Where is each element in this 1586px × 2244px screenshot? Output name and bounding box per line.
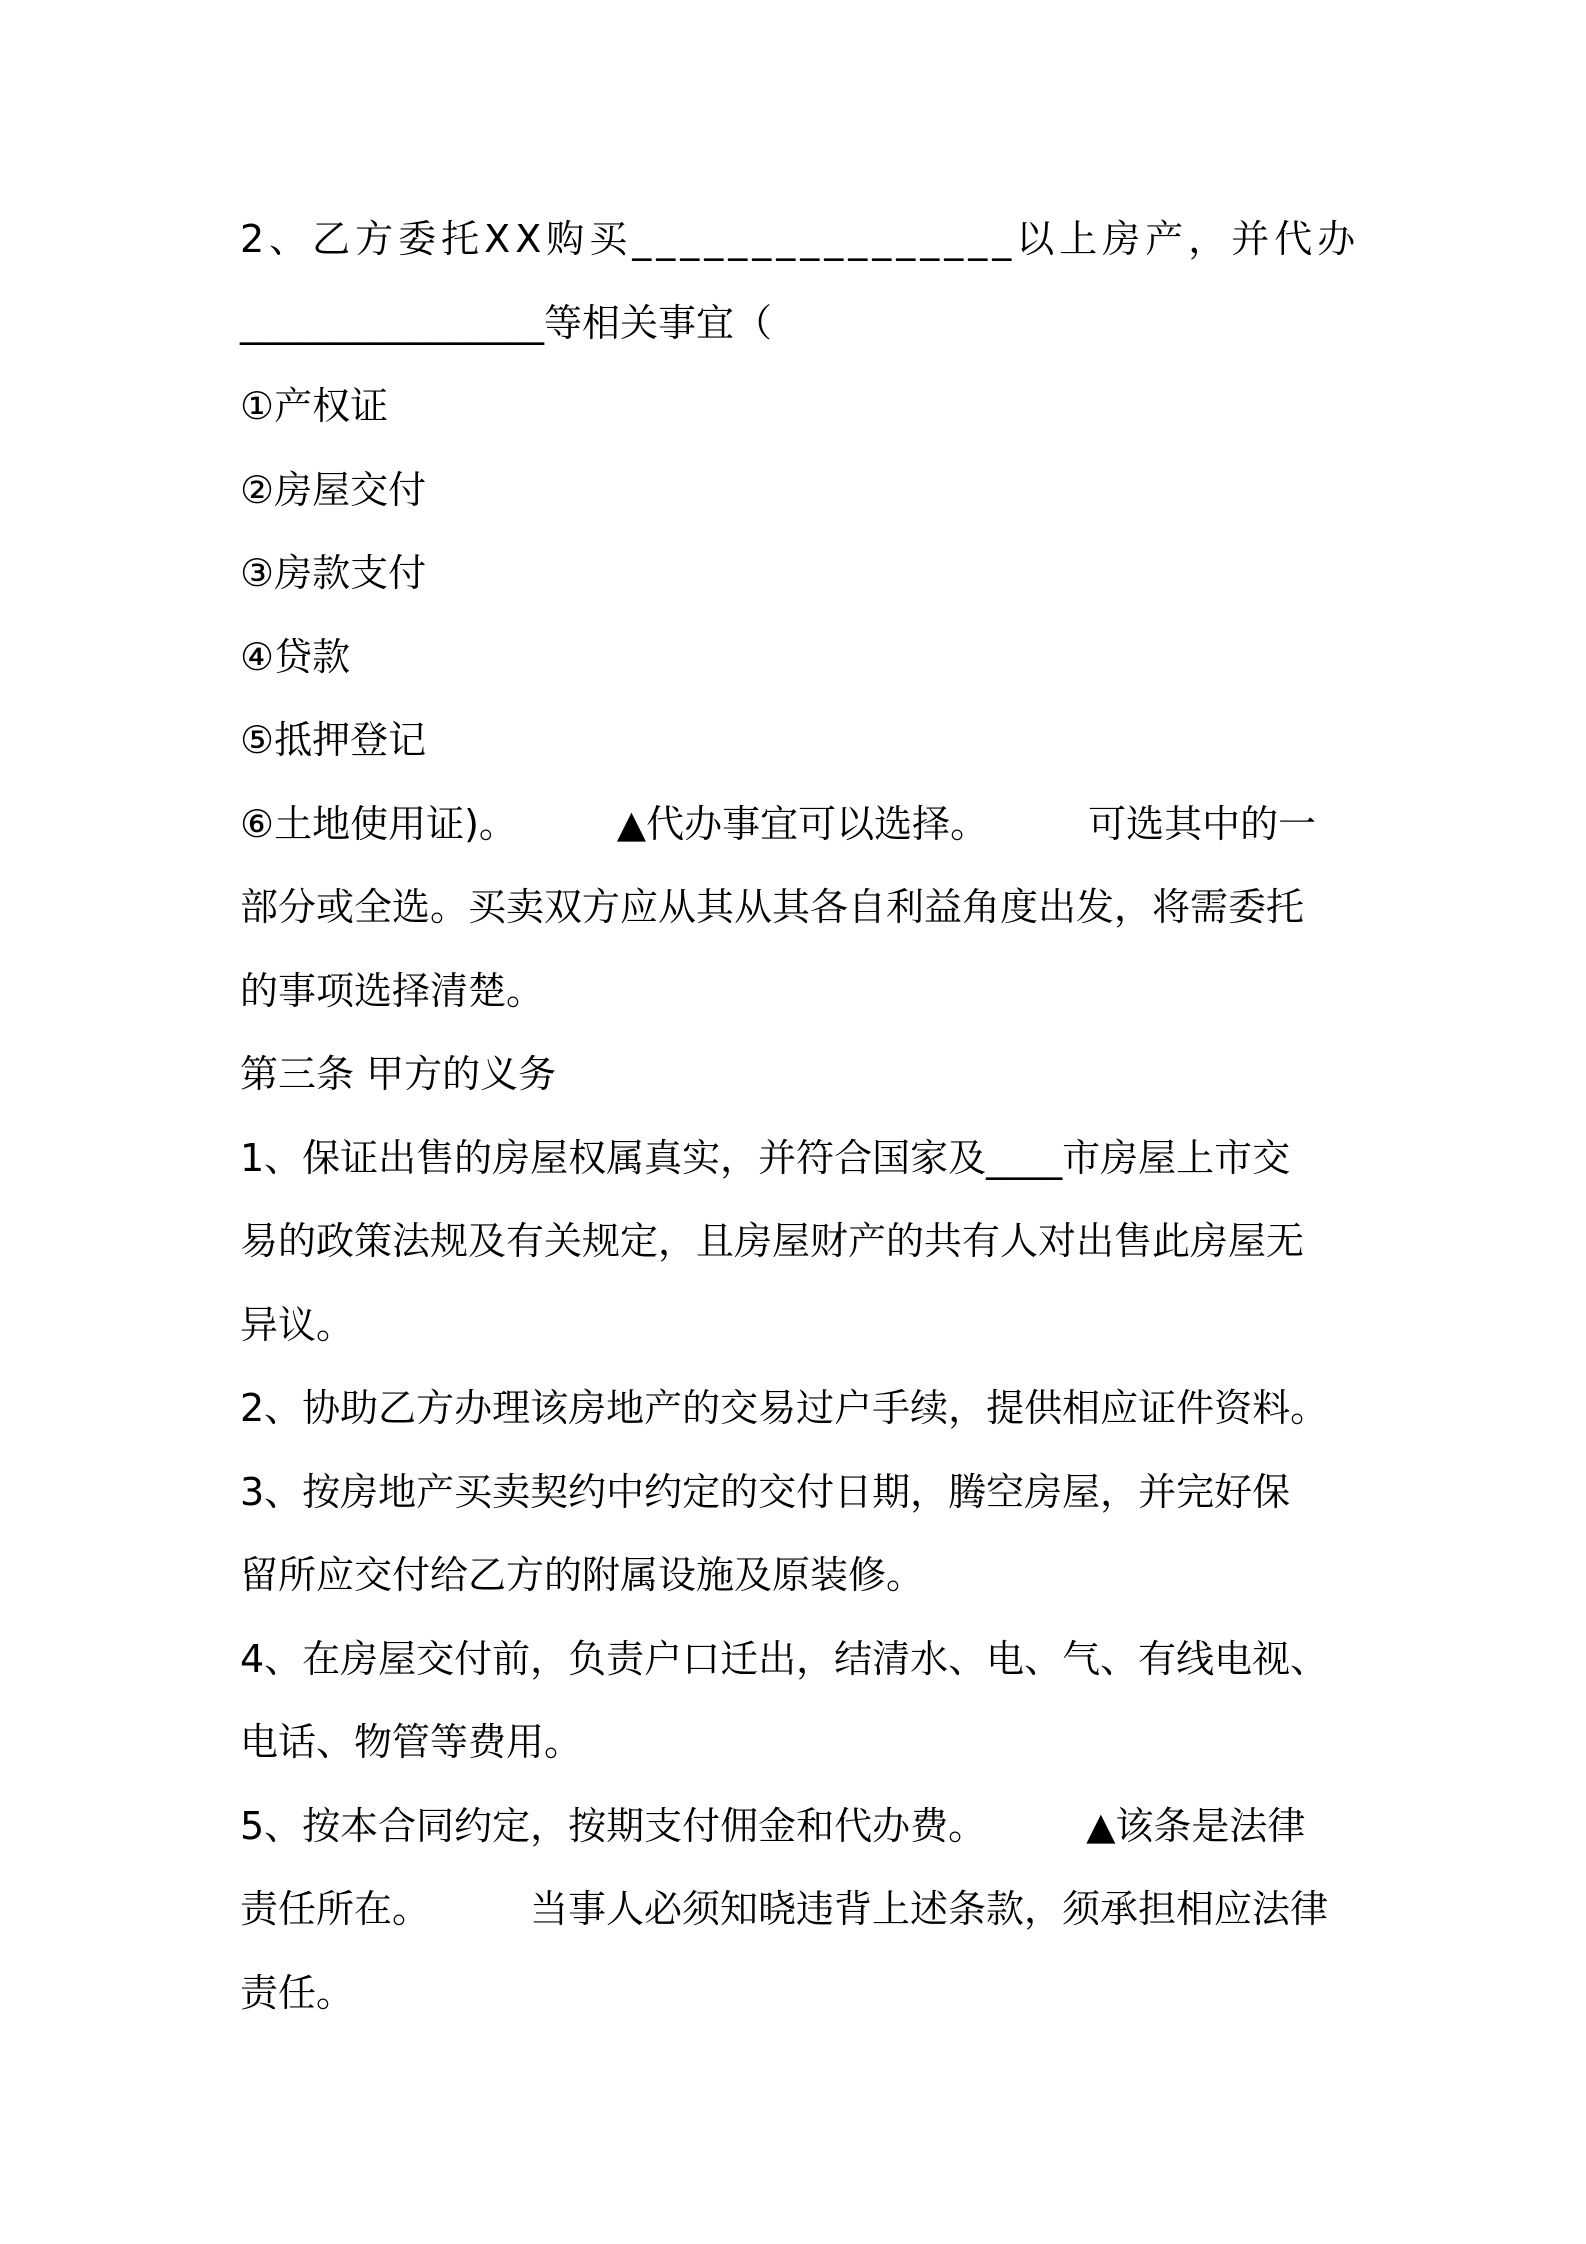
document-body [240, 198, 1370, 2035]
note-line-3: 的事项选择清楚。 [240, 968, 545, 1013]
duty-4-line-1: 4、在房屋交付前，负责户口迁出，结清水、电、气、有线电视、 [240, 1636, 1329, 1681]
duty-3-line-2: 留所应交付给乙方的附属设施及原装修。 [240, 1553, 925, 1597]
article-3-heading: 第三条 甲方的义务 [240, 1052, 557, 1096]
option-land-certificate-line [240, 783, 1370, 867]
note-party-must-know: 当事人必须知晓违背上述条款，须承担相应法律 [530, 1887, 1329, 1931]
duty-4-line-2: 电话、物管等费用。 [240, 1720, 583, 1764]
note-legal-liability: ▲该条是法律 [1086, 1803, 1306, 1848]
option-payment: ③房款支付 [240, 551, 427, 595]
option-mortgage-registration: ⑤抵押登记 [240, 718, 427, 762]
duty-1-line-3: 异议。 [240, 1302, 355, 1347]
option-land-certificate: ⑥土地使用证)。 [240, 801, 517, 846]
note-optional-agency: ▲代办事宜可以选择。 [616, 801, 989, 846]
duty-5-line-3: 责任。 [240, 1970, 355, 2015]
note-liability-text: 责任所在。 [240, 1887, 431, 1931]
option-property-certificate: ①产权证 [240, 384, 389, 428]
duty-2: 2、协助乙方办理该房地产的交易过户手续，提供相应证件资料。 [240, 1386, 1329, 1430]
duty-5-text: 5、按本合同约定，按期支付佣金和代办费。 [240, 1803, 987, 1848]
duty-5-line-1 [240, 1785, 1370, 1869]
option-house-delivery: ②房屋交付 [240, 467, 427, 512]
clause-2-line-2: ________________等相关事宜（ [240, 300, 773, 345]
option-loan: ④贷款 [240, 634, 351, 679]
clause-2-line-1: 2、乙方委托XX购买________________以上房产，并代办 [240, 217, 1361, 261]
duty-1-line-2: 易的政策法规及有关规定，且房屋财产的共有人对出售此房屋无 [240, 1219, 1305, 1263]
note-line-2: 部分或全选。买卖双方应从其从其各自利益角度出发，将需委托 [240, 885, 1305, 929]
duty-1-line-1: 1、保证出售的房屋权属真实，并符合国家及____市房屋上市交 [240, 1135, 1291, 1180]
note-select-some: 可选其中的一 [1088, 801, 1317, 846]
duty-5-line-2 [240, 1868, 1370, 1952]
duty-3-line-1: 3、按房地产买卖契约中约定的交付日期，腾空房屋，并完好保 [240, 1469, 1291, 1514]
